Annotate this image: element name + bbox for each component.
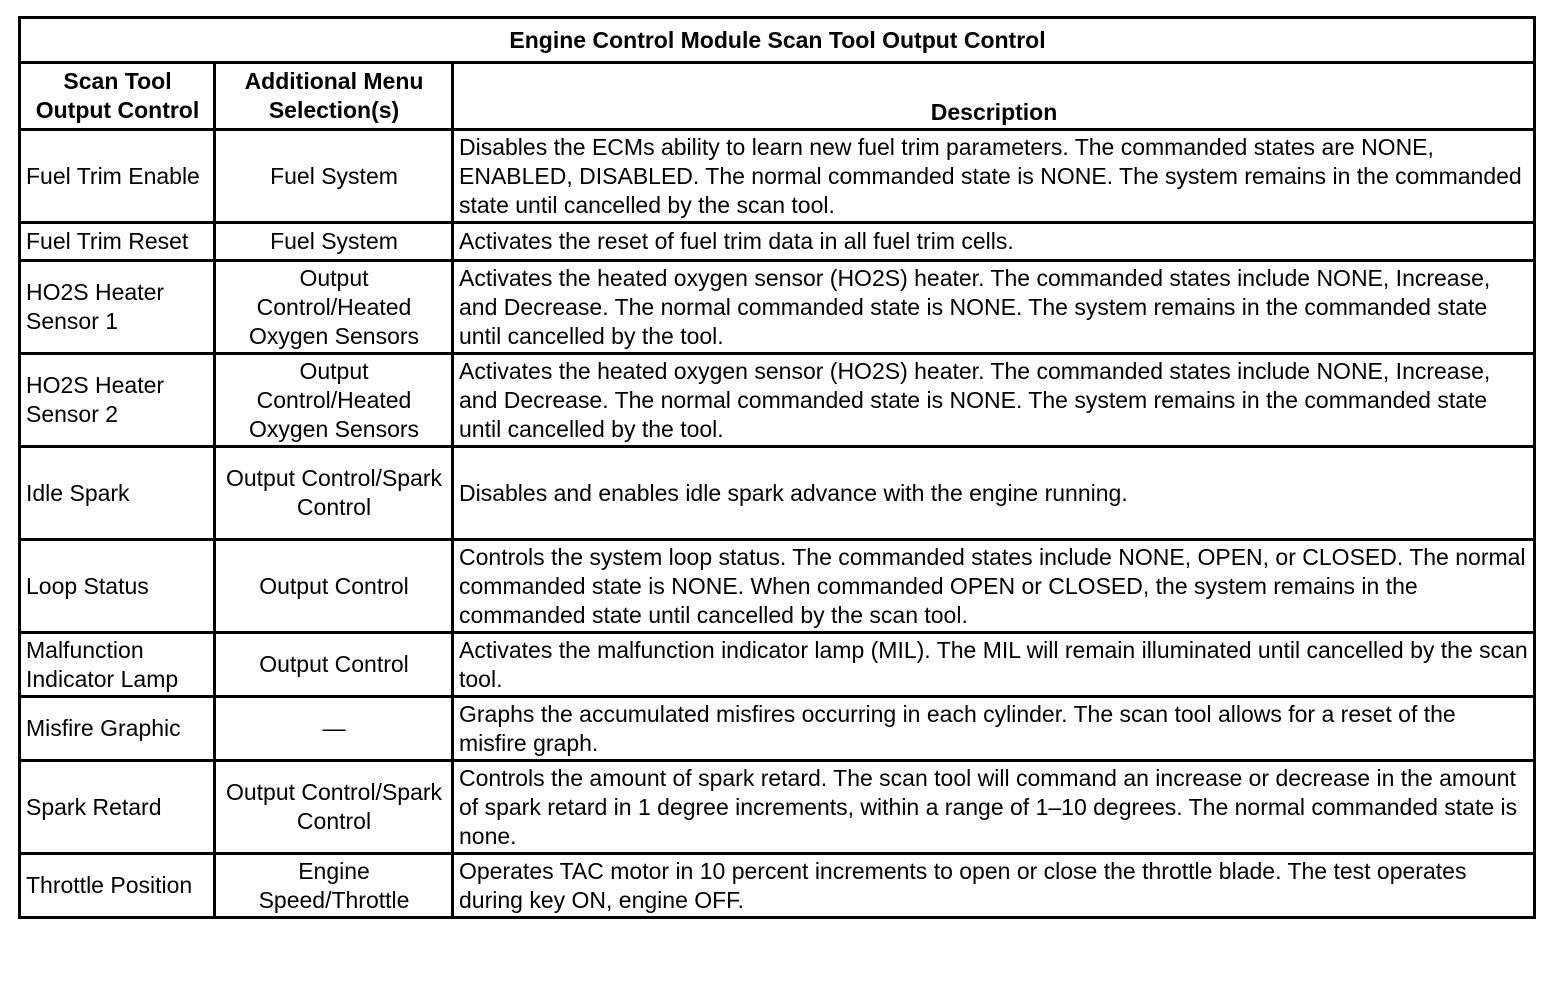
output-control-name: Throttle Position xyxy=(20,854,215,918)
menu-selection: Output Control/Spark Control xyxy=(215,447,453,540)
output-control-name: Malfunction Indicator Lamp xyxy=(20,633,215,697)
description: Activates the reset of fuel trim data in all fuel trim cells. xyxy=(453,223,1535,261)
description: Activates the heated oxygen sensor (HO2S) heater. The commanded states include NONE, Increase, and Decrease. The normal commanded state is NONE. The system remains in the commanded state until cancelled by the tool. xyxy=(453,354,1535,447)
output-control-name: Fuel Trim Reset xyxy=(20,223,215,261)
output-control-name: Fuel Trim Enable xyxy=(20,130,215,223)
header-output-control: Scan Tool Output Control xyxy=(20,63,215,130)
menu-selection: Output Control/Heated Oxygen Sensors xyxy=(215,261,453,354)
description: Controls the system loop status. The commanded states include NONE, OPEN, or CLOSED. The normal commanded state is NONE. When commanded OPEN or CLOSED, the system remains in the commanded state until cancelled by the scan tool. xyxy=(453,540,1535,633)
table-row xyxy=(20,223,1535,261)
table-title: Engine Control Module Scan Tool Output Control xyxy=(20,18,1535,63)
title-row xyxy=(20,18,1535,63)
table-row xyxy=(20,761,1535,854)
output-control-name: Misfire Graphic xyxy=(20,697,215,761)
menu-selection: — xyxy=(215,697,453,761)
header-menu-selection: Additional Menu Selection(s) xyxy=(215,63,453,130)
output-control-name: Loop Status xyxy=(20,540,215,633)
description: Graphs the accumulated misfires occurring in each cylinder. The scan tool allows for a reset of the misfire graph. xyxy=(453,697,1535,761)
menu-selection: Output Control/Heated Oxygen Sensors xyxy=(215,354,453,447)
menu-selection: Fuel System xyxy=(215,130,453,223)
output-control-name: HO2S Heater Sensor 1 xyxy=(20,261,215,354)
menu-selection: Output Control/Spark Control xyxy=(215,761,453,854)
description: Activates the heated oxygen sensor (HO2S) heater. The commanded states include NONE, Increase, and Decrease. The normal commanded state is NONE. The system remains in the commanded state until cancelled by the tool. xyxy=(453,261,1535,354)
table-row xyxy=(20,447,1535,540)
table-row xyxy=(20,854,1535,918)
header-description: Description xyxy=(453,63,1535,130)
menu-selection: Output Control xyxy=(215,633,453,697)
menu-selection: Fuel System xyxy=(215,223,453,261)
output-control-name: HO2S Heater Sensor 2 xyxy=(20,354,215,447)
menu-selection: Engine Speed/Throttle xyxy=(215,854,453,918)
table-row xyxy=(20,697,1535,761)
header-row xyxy=(20,63,1535,130)
table-row xyxy=(20,261,1535,354)
output-control-name: Spark Retard xyxy=(20,761,215,854)
description: Controls the amount of spark retard. The scan tool will command an increase or decrease in the amount of spark retard in 1 degree increments, within a range of 1–10 degrees. The normal commanded state is none. xyxy=(453,761,1535,854)
description: Disables the ECMs ability to learn new fuel trim parameters. The commanded states are NONE, ENABLED, DISABLED. The normal commanded state is NONE. The system remains in the commanded state until cancelled by the scan tool. xyxy=(453,130,1535,223)
scan-tool-output-control-table xyxy=(18,16,1536,919)
output-control-name: Idle Spark xyxy=(20,447,215,540)
table-row xyxy=(20,354,1535,447)
menu-selection: Output Control xyxy=(215,540,453,633)
description: Operates TAC motor in 10 percent increments to open or close the throttle blade. The test operates during key ON, engine OFF. xyxy=(453,854,1535,918)
table-row xyxy=(20,540,1535,633)
table-row xyxy=(20,633,1535,697)
description: Disables and enables idle spark advance with the engine running. xyxy=(453,447,1535,540)
description: Activates the malfunction indicator lamp (MIL). The MIL will remain illuminated until cancelled by the scan tool. xyxy=(453,633,1535,697)
table-row xyxy=(20,130,1535,223)
